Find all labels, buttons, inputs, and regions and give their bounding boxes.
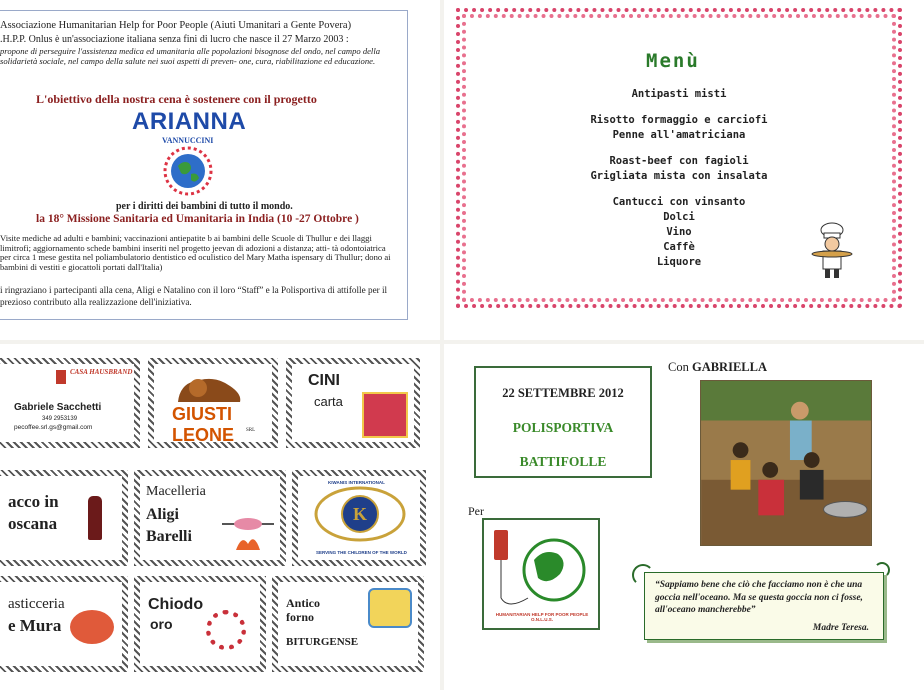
sponsor-card-sacchetti: [0, 358, 140, 448]
sponsor-line1: asticceria: [8, 596, 65, 612]
arianna-subtitle: VANNUCCINI: [162, 136, 214, 145]
sponsor-line2: oscana: [8, 514, 58, 533]
sponsor-email: pecoffee.srl.gs@gmail.com: [14, 424, 93, 431]
event-panel: [444, 344, 924, 690]
thanks-text: i ringraziano i partecipanti alla cena, Aligi e Natalino con il loro “Staff” e la Polisportiva di attifolle per il prezioso contributo alla realizzazione dell'iniziativa.: [0, 285, 388, 307]
drip-globe-icon: [488, 524, 596, 612]
mission-title: la 18° Missione Sanitaria ed Umanitaria in India (10 -27 Ottobre ): [36, 213, 359, 225]
sponsor-card-forno: [272, 576, 424, 672]
sponsor-card-macelleria: [134, 470, 286, 566]
sponsor-suffix: SRL: [246, 428, 256, 433]
dinner-goal: L'obiettivo della nostra cena è sostenere con il progetto: [36, 92, 317, 106]
sponsor-card-kiwanis: [292, 470, 426, 566]
event-box: [474, 366, 652, 478]
with-label: Con GABRIELLA: [668, 360, 767, 374]
sponsor-brand: CASA HAUSBRAND: [70, 368, 133, 376]
association-name: Associazione Humanitarian Help for Poor People (Aiuti Umanitari a Gente Povera): [0, 20, 352, 31]
sponsor-card-leone: [148, 358, 278, 448]
paper-icon: [362, 392, 408, 438]
quote-box: [644, 572, 884, 640]
quote-text: “Sappiamo bene che ciò che facciamo non è che una goccia nell'oceano. Ma se questa goccia non ci fosse, all'oceano mancherebbe”: [655, 580, 863, 615]
menu-item: Roast-beef con fagioli: [609, 155, 749, 167]
sponsor-line2: e Mura: [8, 616, 62, 635]
menu-title: Menù: [646, 50, 700, 72]
menu-item: Grigliata mista con insalata: [590, 170, 768, 182]
sponsor-line2: Aligi: [146, 506, 179, 523]
sponsor-line2: oro: [150, 616, 173, 632]
globe-children-icon: [163, 146, 213, 196]
necklace-icon: [206, 610, 246, 650]
event-date: 22 SETTEMBRE 2012: [502, 386, 624, 400]
menu-panel: [444, 0, 924, 340]
association-purpose: propone di perseguire l'assistenza medica ed umanitaria alle popolazioni bisognose del ondo, nel campo della solidarietà sociale, nel campo della salute nei suoi aspetti di preven- one, cura, riabilitazione ed educazione.: [0, 46, 381, 66]
arianna-logo-text: ARIANNA: [132, 108, 247, 135]
event-location: BATTIFOLLE: [519, 454, 607, 469]
event-organizer: POLISPORTIVA: [512, 420, 614, 435]
sponsor-card-cini: [286, 358, 420, 448]
sponsor-line3: BITURGENSE: [286, 636, 359, 648]
roast-fire-icon: [218, 512, 278, 552]
mission-description: Visite mediche ad adulti e bambini; vaccinazioni antiepatite b ai bambini delle Scuole di Thullur e dei llaggi limitrofi; aggiornamento schede bambini inseriti nel progetto jeevan di adozioni a distanza; atti- tà odontoiatrica per circa 1 mese gestita nel poliambulatorio dentistico ed oculistico del Mary Matha ispensary di Thullur; dono ai bambini di vestiti e giocattoli portati dall'Italia): [0, 233, 391, 272]
scroll-curl-icon: [632, 564, 654, 586]
sponsor-line1: Macelleria: [146, 484, 206, 499]
cup-icon: [56, 370, 66, 384]
association-panel: [0, 0, 440, 340]
association-description: .H.P.P. Onlus è un'associazione italiana senza fini di lucro che nasce il 27 Marzo 2003 :: [0, 34, 349, 45]
children-photo: [700, 380, 872, 546]
scroll-curl-icon: [874, 562, 890, 578]
menu-item: Vino: [666, 226, 692, 238]
sponsor-line1: Antico: [286, 596, 320, 610]
kiwanis-ring-text: SERVING THE CHILDREN OF THE WORLD: [316, 550, 407, 555]
menu-item: Antipasti misti: [631, 88, 727, 100]
sponsors-panel: [0, 344, 440, 690]
menu-item: Liquore: [656, 256, 702, 268]
hhpp-logo-box: [482, 518, 600, 630]
menu-item: Caffè: [663, 241, 695, 253]
sponsor-phone: 349 2953139: [42, 416, 78, 422]
chef-icon: [810, 222, 854, 280]
menu-item: Dolci: [663, 211, 695, 223]
with-name: GABRIELLA: [691, 360, 767, 374]
oven-icon: [368, 588, 412, 628]
menu-item: Risotto formaggio e carciofi: [590, 114, 768, 126]
sponsor-card-tabacco: [0, 470, 128, 566]
quote-author: Madre Teresa.: [812, 623, 869, 633]
sponsor-line1: CINI: [308, 372, 340, 389]
sponsor-card-chiodo: [134, 576, 266, 672]
menu-item: Penne all'amatriciana: [612, 129, 746, 141]
sponsor-line2: carta: [314, 394, 343, 409]
rights-tagline: per i diritti dei bambini di tutto il mondo.: [116, 201, 293, 212]
sponsor-line1: acco in: [8, 492, 59, 511]
menu-list: [584, 87, 774, 270]
kiwanis-name: KIWANIS INTERNATIONAL: [328, 480, 385, 485]
kiwanis-logo-icon: [312, 484, 408, 552]
hhpp-org-text: HUMANITARIAN HELP FOR POOR PEOPLE O.N.L.U.S.: [495, 612, 589, 622]
sponsor-card-pasticceria: [0, 576, 128, 672]
sponsor-line1: Chiodo: [148, 596, 204, 613]
cake-icon: [70, 610, 114, 644]
sponsor-line2: forno: [286, 610, 314, 624]
sponsor-line3: Barelli: [146, 528, 192, 545]
for-label: Per: [468, 504, 484, 518]
sponsor-brand: GIUSTI LEONE: [172, 404, 235, 445]
menu-item: Cantucci con vinsanto: [612, 196, 746, 208]
bottle-icon: [88, 496, 102, 540]
svg-text:K: K: [352, 504, 368, 524]
lion-icon: [170, 372, 254, 406]
sponsor-name: Gabriele Sacchetti: [14, 402, 102, 413]
